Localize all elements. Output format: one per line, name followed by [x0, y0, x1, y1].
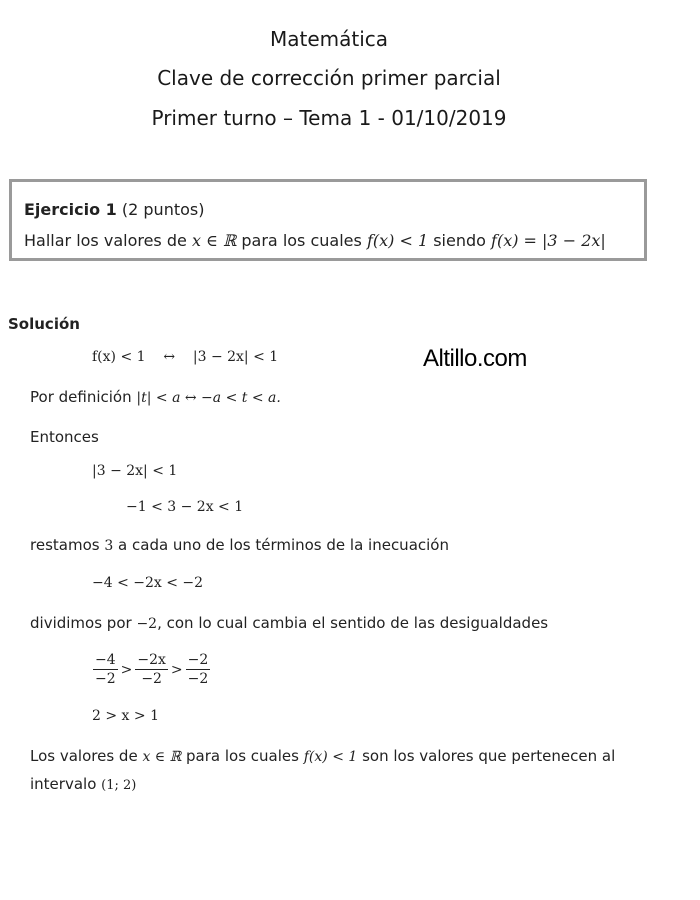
step1-rest: a cada uno de los términos de la inecuación: [118, 536, 449, 554]
fraction-1-den: −2: [95, 671, 116, 687]
statement-ineq: f(x) < 1: [366, 231, 429, 250]
statement-mid: para los cuales: [241, 231, 362, 250]
watermark: Altillo.com: [423, 345, 527, 372]
fraction-2-num: −2x: [137, 652, 166, 668]
fraction-2-den: −2: [141, 671, 162, 687]
equation-1: f(x) < 1 ↔ |3 − 2x| < 1: [92, 349, 279, 365]
equation-2: |3 − 2x| < 1: [92, 463, 178, 479]
step2-rest: , con lo cual cambia el sentido de las desigualdades: [157, 614, 549, 632]
statement-var: x ∈ ℝ: [191, 231, 237, 250]
fraction-1: [93, 651, 118, 688]
exam-session: Primer turno – Tema 1 - 01/10/2019: [151, 106, 507, 130]
exercise-points: (2 puntos): [121, 200, 205, 219]
conclusion-line-1: [30, 747, 615, 765]
exercise-label: Ejercicio 1: [24, 200, 117, 219]
statement-start: Hallar los valores de: [24, 231, 187, 250]
interval: (1; 2): [101, 778, 137, 793]
step2-num: −2: [136, 616, 158, 632]
conclusion-var: x ∈ ℝ: [142, 749, 182, 765]
fraction-3-num: −2: [187, 652, 209, 668]
conclusion-line-2: [30, 775, 136, 793]
exercise-statement: [24, 231, 606, 250]
equation-5: 2 > x > 1: [92, 708, 159, 724]
conclusion-mid: para los cuales: [186, 747, 299, 765]
step2-text: dividimos por: [30, 614, 132, 632]
definition-math: |t| < a ↔ −a < t < a.: [136, 390, 281, 406]
exercise-heading: [24, 200, 204, 219]
exercise-box: [9, 179, 647, 261]
then-text: Entonces: [30, 428, 99, 446]
conclusion-start: Los valores de: [30, 747, 138, 765]
definition-text: Por definición: [30, 388, 132, 406]
statement-mid2: siendo: [433, 231, 486, 250]
conclusion-ineq: f(x) < 1: [303, 749, 358, 765]
step1-num: 3: [104, 538, 114, 554]
gt-symbol-2: >: [170, 661, 183, 678]
gt-symbol-1: >: [120, 661, 133, 678]
conclusion-end: son los valores que pertenecen al: [362, 747, 616, 765]
fraction-2: [135, 651, 168, 688]
step1-text: restamos: [30, 536, 100, 554]
solution-heading: Solución: [8, 315, 80, 333]
equation-4: −4 < −2x < −2: [92, 575, 204, 591]
statement-func: f(x) = |3 − 2x|: [491, 231, 606, 250]
step-2: [30, 614, 548, 632]
fraction-3: [186, 651, 211, 688]
definition-line: [30, 388, 281, 406]
equation-3: −1 < 3 − 2x < 1: [126, 499, 244, 515]
fraction-1-num: −4: [95, 652, 116, 668]
step-1: [30, 536, 449, 554]
conclusion-line2: intervalo: [30, 775, 97, 793]
fraction-inequality: [92, 651, 211, 688]
exam-title: Clave de corrección primer parcial: [157, 66, 501, 90]
subject-title: Matemática: [269, 27, 389, 51]
fraction-3-den: −2: [187, 671, 209, 687]
